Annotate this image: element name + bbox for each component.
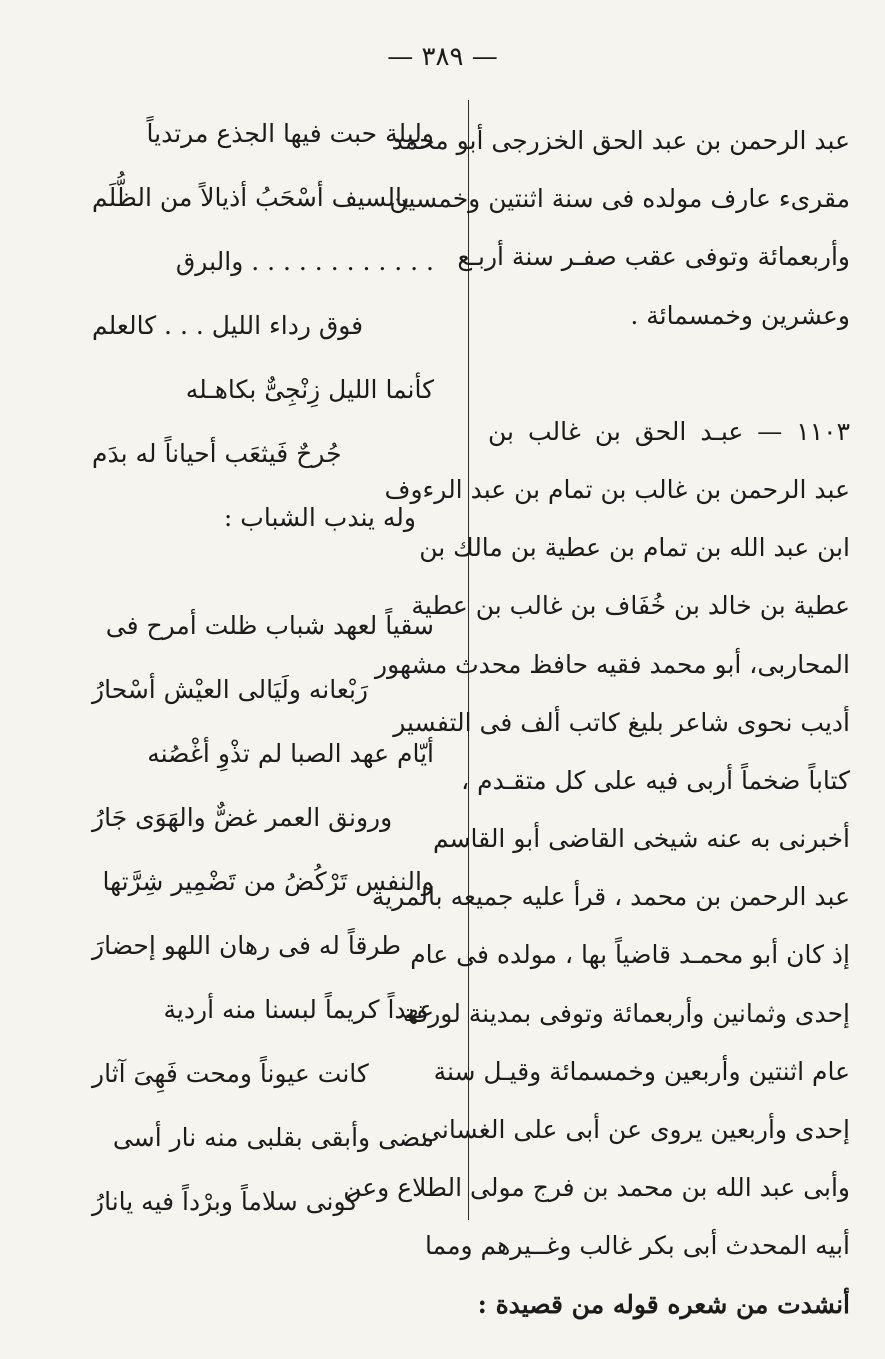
text-line: وعشرين وخمسمائة . xyxy=(630,300,850,330)
verse-line: سقياً لعهد شباب ظلت أمرح فى xyxy=(105,611,434,640)
paragraph-gap xyxy=(488,345,850,403)
verse-line: عهداً كريماً لبسنا منه أردية xyxy=(163,995,434,1024)
text-line: المحاربى، أبو محمد فقيه حافظ محدث مشهور xyxy=(375,649,850,679)
text-line: أخبرنى به عنه شيخى القاضى أبو القاسم xyxy=(432,824,850,854)
text-line: إذ كان أبو محمـد قاضياً بها ، مولده فى عام xyxy=(410,940,850,970)
entry-heading: ١١٠٣ — عبـد الحق بن غالب بن xyxy=(488,416,850,446)
text-line: أنشدت من شعره قوله من قصيدة : xyxy=(477,1289,850,1319)
verse-line: . . . . . . . . . . . . والبرق xyxy=(175,247,434,276)
text-line: عبد الرحمن بن عبد الحق الخزرجى أبو محمد xyxy=(391,126,850,155)
verse-line: مضى وأبقى بقلبى منه نار أسى xyxy=(112,1123,434,1152)
verse-line: ورونق العمر غضٌّ والهَوَى جَارُ xyxy=(92,803,393,832)
text-line: ابن عبد الله بن تمام بن عطية بن مالك بن xyxy=(419,533,850,563)
verse-line: وليلة حبت فيها الجذع مرتدياً xyxy=(146,119,434,148)
verse-line: فوق رداء الليل . . . كالعلم xyxy=(92,311,364,340)
text-line: وأربعمائة وتوفى عقب صفـر سنة أربـع xyxy=(457,242,850,272)
verse-line: كانت عيوناً ومحت فَهِىَ آثار xyxy=(92,1059,369,1088)
text-line: مقرىء عارف مولده فى سنة اثنتين وخمسين xyxy=(389,184,850,214)
text-line: عام اثنتين وأربعين وخمسمائة وقيـل سنة xyxy=(433,1056,850,1086)
stanza-gap xyxy=(78,550,456,594)
page-number: — ٣٨٩ — xyxy=(387,42,498,72)
text-line: أديب نحوى شاعر بليغ كاتب ألف فى التفسير xyxy=(393,707,850,737)
verse-line: كأنما الليل زِنْجِىٌّ بكاهـله xyxy=(185,375,434,404)
text-line: وأبى عبد الله بن محمد بن فرج مولى الطلاع وعن xyxy=(343,1173,850,1203)
text-line: عطية بن خالد بن خُفَاف بن غالب بن عطية xyxy=(411,591,850,621)
verse-line: أيّام عهد الصبا لم تذْوِ أغْصُنه xyxy=(147,739,434,768)
verse-line: طرقاً له فى رهان اللهو إحضارَ xyxy=(92,931,402,960)
verse-line: جُرحٌ فَيثعَب أحياناً له بدَم xyxy=(92,439,342,468)
text-line: عبد الرحمن بن محمد ، قرأ عليه جميعه بالمرية xyxy=(371,882,850,912)
verse-line: رَبْعانه ولَيَالى العيْش أسْحارُ xyxy=(92,675,368,704)
poem-intro: وله يندب الشباب : xyxy=(223,503,416,532)
verse-line: بالسيف أسْحَبُ أذيالاً من الظُّلَم xyxy=(92,183,410,212)
text-line: إحدى وأربعين يروى عن أبى على الغسانى xyxy=(421,1115,850,1144)
left-column xyxy=(78,102,456,1234)
right-column xyxy=(343,112,850,1334)
verse-line: كونى سلاماً وبرْداً فيه يانارُ xyxy=(92,1187,359,1216)
text-line: عبد الرحمن بن غالب بن تمام بن عبد الرءوف xyxy=(384,474,850,504)
text-line: كتاباً ضخماً أربى فيه على كل متقـدم ، xyxy=(461,765,850,795)
verse-line: والنفس تَرْكُضُ من تَضْمِير شِرَّتها xyxy=(102,867,434,896)
text-line: إحدى وثمانين وأربعمائة وتوفى بمدينة لورقة xyxy=(402,998,850,1028)
text-line: أبيه المحدث أبى بكر غالب وغــيرهم ومما xyxy=(425,1231,850,1261)
